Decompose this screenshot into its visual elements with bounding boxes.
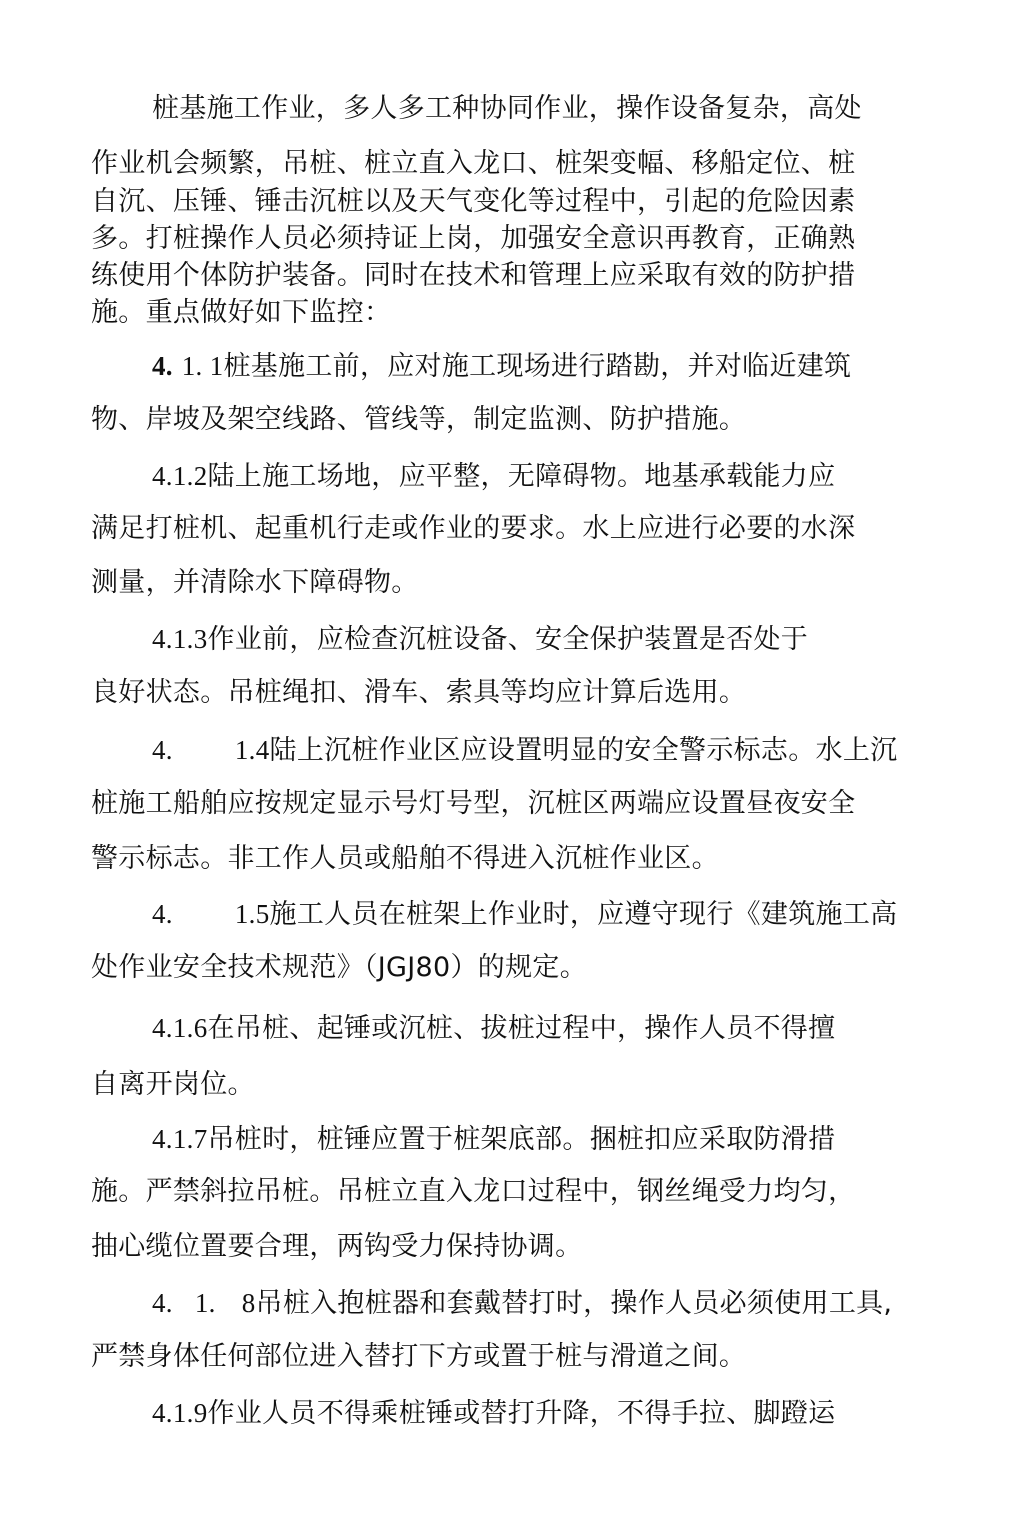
clause-number: 1.5 bbox=[234, 899, 270, 929]
clause-4-1-8 bbox=[152, 1286, 892, 1321]
clause-line: 桩施工船舶应按规定显示号灯号型，沉桩区两端应设置昼夜安全 bbox=[91, 788, 856, 819]
intro-line: 自沉、压锤、锤击沉桩以及天气变化等过程中，引起的危险因素 bbox=[91, 186, 856, 217]
clause-line: 处作业安全技术规范》（JGJ80）的规定。 bbox=[91, 952, 588, 983]
clause-4-1-7 bbox=[152, 1122, 835, 1157]
clause-number: 4. bbox=[152, 1288, 173, 1318]
clause-line: 自离开岗位。 bbox=[91, 1069, 255, 1100]
clause-4-1-2 bbox=[152, 459, 835, 494]
clause-number: 4.1.7 bbox=[152, 1124, 208, 1154]
clause-number: 4.1.9 bbox=[152, 1398, 208, 1428]
clause-number: 1. bbox=[194, 1288, 216, 1318]
clause-number: 1. 1 bbox=[181, 351, 224, 381]
clause-text: 陆上施工场地，应平整，无障碍物。地基承载能力应 bbox=[207, 461, 836, 492]
clause-line: 满足打桩机、起重机行走或作业的要求。水上应进行必要的水深 bbox=[91, 513, 856, 544]
clause-line: 测量，并清除水下障碍物。 bbox=[91, 567, 419, 598]
clause-text: 作业前，应检查沉桩设备、安全保护装置是否处于 bbox=[207, 624, 809, 655]
clause-number: 1.4 bbox=[234, 735, 270, 765]
intro-line: 作业机会频繁，吊桩、桩立直入龙口、桩架变幅、移船定位、桩 bbox=[91, 148, 856, 179]
clause-4-1-4 bbox=[152, 733, 897, 768]
intro-line: 练使用个体防护装备。同时在技术和管理上应采取有效的防护措 bbox=[91, 260, 856, 291]
clause-line: 严禁身体任何部位进入替打下方或置于桩与滑道之间。 bbox=[91, 1341, 747, 1372]
clause-text: 施工人员在桩架上作业时，应遵守现行《建筑施工高 bbox=[269, 899, 898, 930]
clause-4-1-9 bbox=[152, 1396, 835, 1431]
clause-4-1-1 bbox=[152, 349, 851, 384]
clause-text: 在吊桩、起锤或沉桩、拔桩过程中，操作人员不得擅 bbox=[207, 1013, 836, 1044]
clause-line: 抽心缆位置要合理，两钩受力保持协调。 bbox=[91, 1231, 583, 1262]
clause-line: 警示标志。非工作人员或船舶不得进入沉桩作业区。 bbox=[91, 843, 719, 874]
clause-text: 陆上沉桩作业区应设置明显的安全警示标志。水上沉 bbox=[269, 735, 898, 766]
clause-4-1-6 bbox=[152, 1011, 835, 1046]
clause-4-1-3 bbox=[152, 622, 808, 657]
clause-line: 物、岸坡及架空线路、管线等，制定监测、防护措施。 bbox=[91, 404, 747, 435]
clause-number: 4. bbox=[152, 899, 173, 929]
clause-number: 4.1.2 bbox=[152, 461, 208, 491]
clause-text: 作业人员不得乘桩锤或替打升降，不得手拉、脚蹬运 bbox=[207, 1398, 836, 1429]
intro-line: 桩基施工作业，多人多工种协同作业，操作设备复杂，高处 bbox=[152, 93, 862, 124]
clause-text: 吊桩入抱桩器和套戴替打时，操作人员必须使用工具, bbox=[255, 1288, 893, 1319]
clause-line: 良好状态。吊桩绳扣、滑车、索具等均应计算后选用。 bbox=[91, 677, 747, 708]
intro-line: 多。打桩操作人员必须持证上岗，加强安全意识再教育，正确熟 bbox=[91, 223, 856, 254]
clause-4-1-5 bbox=[152, 897, 897, 932]
clause-number: 4.1.6 bbox=[152, 1013, 208, 1043]
clause-text: 桩基施工前，应对施工现场进行踏勘，并对临近建筑 bbox=[223, 351, 852, 382]
clause-number: 4.1.3 bbox=[152, 624, 208, 654]
clause-number: 4. bbox=[152, 351, 173, 381]
clause-text: 吊桩时，桩锤应置于桩架底部。捆桩扣应采取防滑措 bbox=[207, 1124, 836, 1155]
intro-line: 施。重点做好如下监控： bbox=[91, 297, 392, 328]
clause-number: 8 bbox=[241, 1288, 256, 1318]
clause-number: 4. bbox=[152, 735, 173, 765]
clause-line: 施。严禁斜拉吊桩。吊桩立直入龙口过程中，钢丝绳受力均匀， bbox=[91, 1176, 856, 1207]
